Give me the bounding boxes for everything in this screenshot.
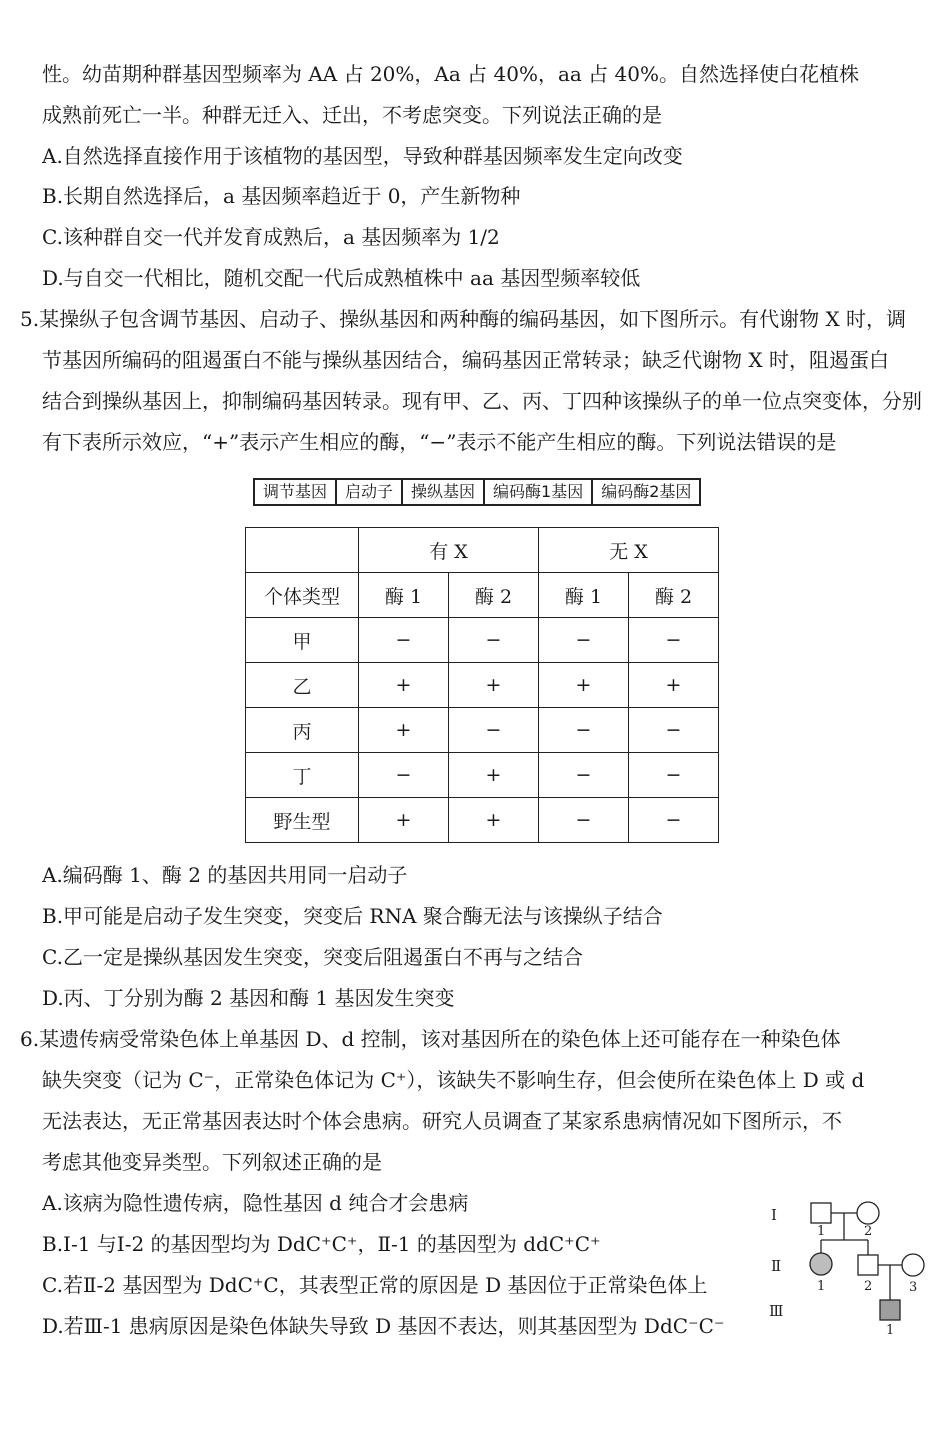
operon-regulatory-gene: 调节基因 [253, 480, 335, 504]
q4-option-b: B.长期自然选择后，a 基因频率趋近于 0，产生新物种 [42, 184, 521, 208]
table-corner-cell [246, 528, 359, 573]
table-cell: − [539, 798, 629, 843]
pedigree-number-ii-3: 3 [909, 1280, 918, 1295]
generation-label-i: Ⅰ [771, 1206, 777, 1224]
pedigree-chart [765, 1193, 945, 1343]
q5-stem-line-1: 5.某操纵子包含调节基因、启动子、操纵基因和两种酶的编码基因，如下图所示。有代谢物 X 时，调 [20, 307, 907, 331]
header-enzyme2-with-x: 酶 2 [449, 573, 539, 618]
individual-ii-3-female [902, 1254, 924, 1276]
table-cell: − [629, 798, 719, 843]
q6-stem-line-2: 缺失突变（记为 C⁻，正常染色体记为 C⁺），该缺失不影响生存，但会使所在染色体上 D 或 d [42, 1068, 865, 1092]
table-cell: − [539, 708, 629, 753]
pedigree-number-i-1: 1 [817, 1224, 826, 1239]
q4-stem-line-2: 成熟前死亡一半。种群无迁入、迁出，不考虑突变。下列说法正确的是 [42, 103, 662, 127]
table-row [246, 753, 719, 798]
mutant-effect-table [245, 527, 719, 843]
table-cell: + [359, 798, 449, 843]
q5-stem-line-2: 节基因所编码的阻遏蛋白不能与操纵基因结合，编码基因正常转录；缺乏代谢物 X 时，阻遏蛋白 [42, 348, 889, 372]
table-row [246, 708, 719, 753]
individual-i-1-male [811, 1203, 831, 1223]
table-cell: + [629, 663, 719, 708]
header-enzyme1-with-x: 酶 1 [359, 573, 449, 618]
table-cell: + [449, 753, 539, 798]
operon-enzyme1-gene: 编码酶1基因 [483, 480, 591, 504]
header-enzyme1-without-x: 酶 1 [539, 573, 629, 618]
header-without-x: 无 X [539, 528, 719, 573]
table-group-header-row [246, 528, 719, 573]
table-cell: − [359, 753, 449, 798]
q6-stem-line-3: 无法表达，无正常基因表达时个体会患病。研究人员调查了某家系患病情况如下图所示，不 [42, 1109, 842, 1133]
table-cell: − [539, 618, 629, 663]
operon-diagram [253, 478, 701, 506]
q4-option-a: A.自然选择直接作用于该植物的基因型，导致种群基因频率发生定向改变 [42, 144, 683, 168]
q6-stem-line-1: 6.某遗传病受常染色体上单基因 D、d 控制，该对基因所在的染色体上还可能存在一种染色体 [20, 1027, 841, 1051]
row-label: 丙 [246, 708, 359, 753]
table-cell: − [629, 753, 719, 798]
pedigree-number-i-2: 2 [864, 1224, 873, 1239]
individual-ii-1-affected-female [810, 1253, 832, 1275]
pedigree-number-iii-1: 1 [886, 1323, 895, 1338]
q5-option-d: D.丙、丁分别为酶 2 基因和酶 1 基因发生突变 [42, 986, 455, 1010]
header-individual-type: 个体类型 [246, 573, 359, 618]
individual-i-2-female [857, 1202, 879, 1224]
pedigree-number-ii-2: 2 [864, 1279, 873, 1294]
table-cell: − [629, 708, 719, 753]
table-cell: − [629, 618, 719, 663]
q4-option-c: C.该种群自交一代并发育成熟后，a 基因频率为 1/2 [42, 225, 500, 249]
table-cell: + [449, 798, 539, 843]
q6-stem-line-4: 考虑其他变异类型。下列叙述正确的是 [42, 1150, 382, 1174]
header-enzyme2-without-x: 酶 2 [629, 573, 719, 618]
row-label: 丁 [246, 753, 359, 798]
generation-label-iii: Ⅲ [769, 1302, 784, 1320]
table-row [246, 798, 719, 843]
individual-ii-2-male [858, 1255, 878, 1275]
individual-iii-1-affected-male [880, 1300, 900, 1320]
table-cell: + [449, 663, 539, 708]
q5-stem-line-4: 有下表所示效应，“+”表示产生相应的酶，“−”表示不能产生相应的酶。下列说法错误的是 [42, 430, 837, 454]
q6-option-a: A.该病为隐性遗传病，隐性基因 d 纯合才会患病 [42, 1191, 469, 1215]
q6-option-b: B.Ⅰ-1 与Ⅰ-2 的基因型均为 DdC⁺C⁺，Ⅱ-1 的基因型为 ddC⁺C⁺ [42, 1232, 601, 1256]
table-cell: + [359, 663, 449, 708]
row-label: 甲 [246, 618, 359, 663]
table-cell: + [359, 708, 449, 753]
operon-enzyme2-gene: 编码酶2基因 [591, 480, 701, 504]
generation-label-ii: Ⅱ [771, 1257, 782, 1275]
q4-stem-line-1: 性。幼苗期种群基因型频率为 AA 占 20%，Aa 占 40%，aa 占 40%。自然选择使白花植株 [42, 62, 859, 86]
q5-stem-line-3: 结合到操纵基因上，抑制编码基因转录。现有甲、乙、丙、丁四种该操纵子的单一位点突变体，分别 [42, 389, 922, 413]
q6-option-c: C.若Ⅱ-2 基因型为 DdC⁺C，其表型正常的原因是 D 基因位于正常染色体上 [42, 1273, 708, 1297]
table-cell: − [449, 618, 539, 663]
row-label: 野生型 [246, 798, 359, 843]
table-row [246, 663, 719, 708]
table-cell: + [539, 663, 629, 708]
q5-option-c: C.乙一定是操纵基因发生突变，突变后阻遏蛋白不再与之结合 [42, 945, 583, 969]
q5-option-a: A.编码酶 1、酶 2 的基因共用同一启动子 [42, 863, 408, 887]
table-row [246, 618, 719, 663]
row-label: 乙 [246, 663, 359, 708]
pedigree-number-ii-1: 1 [817, 1279, 826, 1294]
operon-operator: 操纵基因 [401, 480, 483, 504]
q4-option-d: D.与自交一代相比，随机交配一代后成熟植株中 aa 基因型频率较低 [42, 266, 641, 290]
q6-option-d: D.若Ⅲ-1 患病原因是染色体缺失导致 D 基因不表达，则其基因型为 DdC⁻C⁻ [42, 1314, 725, 1338]
table-cell: − [449, 708, 539, 753]
operon-promoter: 启动子 [335, 480, 401, 504]
table-sub-header-row [246, 573, 719, 618]
table-cell: − [359, 618, 449, 663]
header-with-x: 有 X [359, 528, 539, 573]
table-cell: − [539, 753, 629, 798]
q5-option-b: B.甲可能是启动子发生突变，突变后 RNA 聚合酶无法与该操纵子结合 [42, 904, 663, 928]
